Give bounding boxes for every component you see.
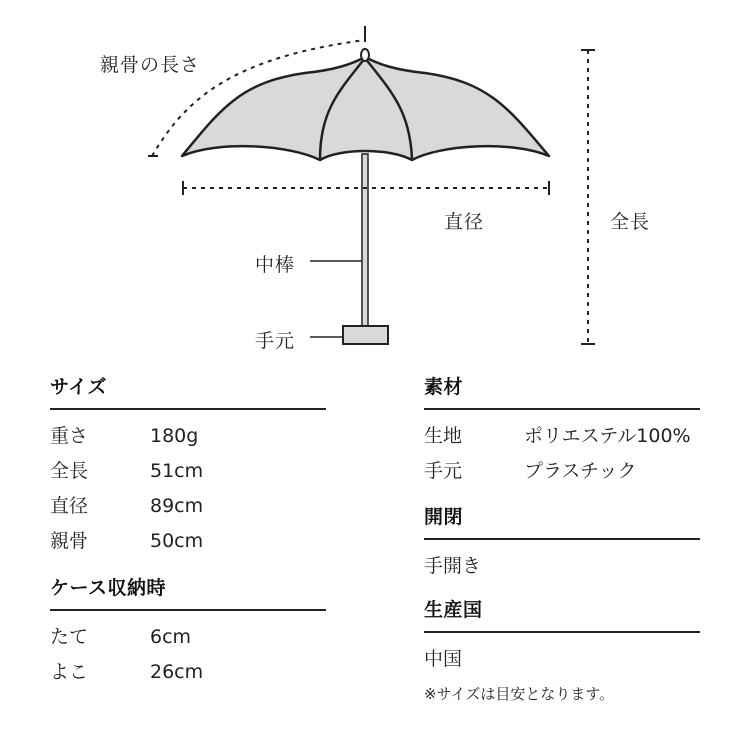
spec-value: 180g — [150, 425, 199, 447]
spec-row — [50, 489, 326, 524]
material-section — [424, 374, 700, 489]
spec-value: 50cm — [150, 530, 204, 552]
origin-rows — [424, 642, 700, 677]
total-length-label: 全長 — [610, 211, 651, 233]
canopy — [182, 57, 549, 160]
spec-row — [424, 454, 700, 489]
handle — [343, 326, 388, 344]
spec-label: 親骨 — [50, 530, 89, 552]
spec-row — [50, 620, 326, 655]
umbrella-diagram — [0, 0, 750, 360]
diameter-label: 直径 — [444, 211, 485, 233]
size-title: サイズ — [50, 376, 107, 398]
shaft-label: 中棒 — [255, 254, 296, 276]
spec-label: よこ — [50, 661, 89, 683]
spec-value: プラスチック — [524, 460, 637, 482]
spec-value: 中国 — [424, 648, 463, 670]
opening-title: 開閉 — [424, 506, 464, 528]
total-length-indicator — [581, 50, 595, 344]
origin-section — [424, 597, 700, 677]
spec-row — [50, 655, 326, 690]
spec-label: 全長 — [50, 460, 89, 482]
spec-label: 直径 — [50, 495, 89, 517]
spec-value: ポリエステル100% — [524, 425, 691, 447]
case-section — [50, 575, 326, 690]
shaft — [362, 154, 368, 328]
spec-row — [424, 642, 700, 677]
material-title: 素材 — [424, 376, 464, 398]
spec-label: 手元 — [424, 460, 463, 482]
spec-value: 6cm — [150, 626, 192, 648]
material-divider — [424, 408, 700, 410]
spec-row — [50, 454, 326, 489]
spec-label: 生地 — [424, 425, 463, 447]
size-section — [50, 374, 326, 559]
spec-label: 重さ — [50, 425, 89, 447]
case-title: ケース収納時 — [50, 577, 167, 599]
case-divider — [50, 609, 326, 611]
opening-divider — [424, 538, 700, 540]
spec-label: たて — [50, 626, 89, 648]
spec-row — [424, 549, 700, 584]
spec-value: 51cm — [150, 460, 204, 482]
spec-row — [50, 524, 326, 559]
handle-label: 手元 — [255, 330, 296, 352]
spec-value: 26cm — [150, 661, 204, 683]
size-divider — [50, 408, 326, 410]
origin-title: 生産国 — [424, 599, 483, 621]
opening-rows — [424, 549, 700, 584]
size-rows — [50, 419, 326, 559]
spec-value: 89cm — [150, 495, 204, 517]
size-note: ※サイズは目安となります。 — [424, 685, 615, 703]
spec-value: 手開き — [424, 555, 482, 577]
spec-row — [50, 419, 326, 454]
rib-length-label: 親骨の長さ — [100, 54, 201, 76]
spec-row — [424, 419, 700, 454]
origin-divider — [424, 631, 700, 633]
material-rows — [424, 419, 700, 489]
case-rows — [50, 620, 326, 690]
opening-section — [424, 504, 700, 584]
